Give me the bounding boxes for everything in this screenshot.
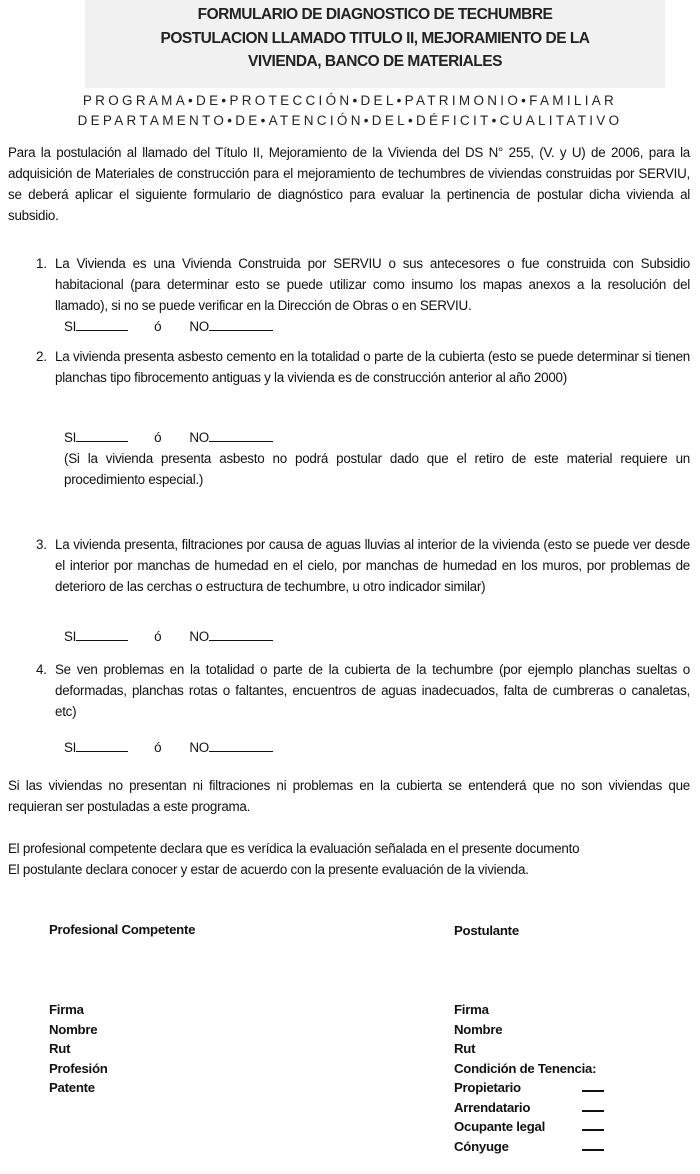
item-number: 4.: [36, 662, 47, 677]
si-blank[interactable]: [76, 740, 128, 752]
closing-paragraph: Si las viviendas no presentan ni filtraciones ni problemas en la cubierta se entenderá que no son viviendas que requieran ser postuladas a este programa.: [8, 778, 690, 814]
si-blank[interactable]: [76, 319, 128, 331]
declaration-professional: El profesional competente declara que es verídica la evaluación señalada en el presente documento: [8, 841, 580, 856]
or-label: ó: [154, 430, 162, 445]
tenure-label: Arrendatario: [454, 1099, 531, 1115]
field-patente: Patente: [49, 1080, 95, 1095]
yes-no-answer: [64, 737, 273, 758]
applicant-heading: Postulante: [454, 923, 519, 938]
department-line: DEPARTAMENTO•DE•ATENCIÓN•DEL•DÉFICIT•CUALITATIVO: [77, 113, 623, 128]
title-line: FORMULARIO DE DIAGNOSTICO DE TECHUMBRE: [197, 6, 553, 23]
no-label: NO: [189, 740, 209, 755]
no-label: NO: [189, 430, 209, 445]
item-text: Se ven problemas en la totalidad o parte de la cubierta de la techumbre (por ejemplo planchas sueltas o deformadas, planchas rotas o faltantes, encuentros de aguas inadecuados, falta de cumbreras o canaletas, etc): [55, 662, 690, 719]
no-blank[interactable]: [209, 430, 273, 442]
yes-no-answer: [64, 427, 273, 448]
item-text: La vivienda presenta, filtraciones por causa de aguas lluvias al interior de la vivienda (esto se puede ver desde el interior por manchas de humedad en el cielo, por manchas de humedad en los muros, por problemas de deterioro de las cerchas o estructura de techumbre, u otro indicador similar): [55, 537, 690, 594]
document-title: [85, 0, 665, 88]
tenure-option: [454, 1137, 604, 1157]
tenure-option: [454, 1078, 604, 1098]
item-number: 2.: [36, 349, 47, 364]
tenure-blank[interactable]: [582, 1082, 604, 1092]
item-text: La Vivienda es una Vivienda Construida por SERVIU o sus antecesores o fue construida con Subsidio habitacional (para determinar esto se puede utilizar como insumo los mapas anexos a la resolución del llamado), si no se puede verificar en la Dirección de Obras o en SERVIU.: [55, 256, 690, 313]
field-firma: Firma: [454, 1002, 489, 1017]
tenure-option: [454, 1098, 604, 1118]
tenure-blank[interactable]: [582, 1121, 604, 1131]
field-rut: Rut: [454, 1041, 476, 1056]
tenure-blank[interactable]: [582, 1141, 604, 1151]
si-blank[interactable]: [76, 629, 128, 641]
tenure-blank[interactable]: [582, 1102, 604, 1112]
yes-no-answer: [64, 316, 273, 337]
no-blank[interactable]: [209, 740, 273, 752]
field-firma: Firma: [49, 1002, 84, 1017]
si-label: SI: [64, 430, 77, 445]
declaration-applicant: El postulante declara conocer y estar de acuerdo con la presente evaluación de la vivienda.: [8, 862, 529, 877]
si-blank[interactable]: [76, 430, 128, 442]
item-number: 1.: [36, 256, 47, 271]
or-label: ó: [154, 319, 162, 334]
si-label: SI: [64, 629, 77, 644]
or-label: ó: [154, 629, 162, 644]
item-note: (Si la vivienda presenta asbesto no podrá postular dado que el retiro de este material requiere un procedimiento especial.): [64, 451, 690, 487]
program-line: PROGRAMA•DE•PROTECCIÓN•DEL•PATRIMONIO•FAMILIAR: [82, 93, 618, 108]
field-tenure-label: Condición de Tenencia:: [454, 1060, 597, 1076]
professional-fields: [49, 1000, 108, 1098]
tenure-option: [454, 1117, 604, 1137]
field-nombre: Nombre: [49, 1021, 98, 1037]
si-label: SI: [64, 319, 77, 334]
tenure-label: Ocupante legal: [454, 1119, 546, 1134]
item-number: 3.: [36, 537, 47, 552]
applicant-fields: [454, 1000, 604, 1156]
field-nombre: Nombre: [454, 1021, 503, 1037]
tenure-label: Cónyuge: [454, 1138, 509, 1154]
yes-no-answer: [64, 626, 273, 647]
no-label: NO: [189, 319, 209, 334]
intro-paragraph: Para la postulación al llamado del Título II, Mejoramiento de la Vivienda del DS N° 255, (V. y U) de 2006, para la adquisición de Materiales de construcción para el mejoramiento de techumbres de viviendas construidas por SERVIU, se deberá aplicar el siguiente formulario de diagnóstico para evaluar la pertinencia de postular dicha vivienda al subsidio.: [8, 145, 690, 223]
field-profesion: Profesión: [49, 1060, 108, 1076]
title-line: POSTULACION LLAMADO TITULO II, MEJORAMIENTO DE LA: [160, 29, 590, 47]
si-label: SI: [64, 740, 77, 755]
professional-heading: Profesional Competente: [49, 922, 196, 937]
no-blank[interactable]: [209, 319, 273, 331]
item-text: La vivienda presenta asbesto cemento en la totalidad o parte de la cubierta (esto se puede determinar si tienen planchas tipo fibrocemento antiguas y la vivienda es de construcción anterior al año 2000): [55, 349, 690, 385]
no-label: NO: [189, 629, 209, 644]
or-label: ó: [154, 740, 162, 755]
title-line: VIVIENDA, BANCO DE MATERIALES: [248, 53, 502, 70]
no-blank[interactable]: [209, 629, 273, 641]
field-rut: Rut: [49, 1041, 71, 1056]
tenure-label: Propietario: [454, 1080, 521, 1095]
